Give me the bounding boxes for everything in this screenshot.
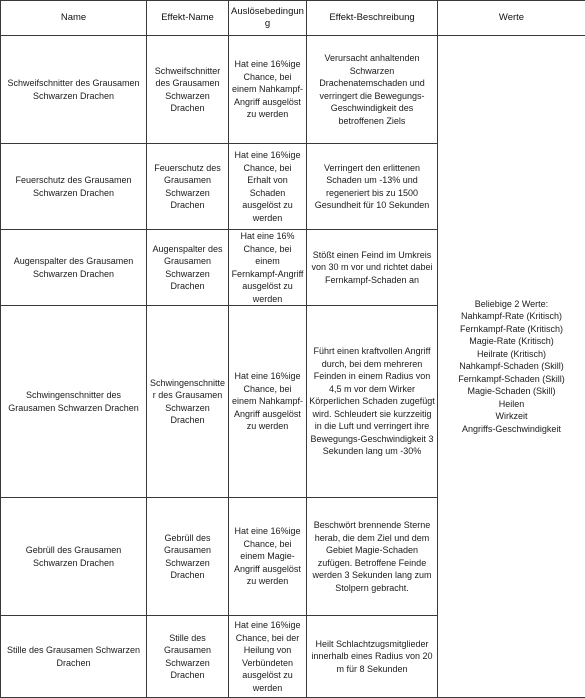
header-row xyxy=(1,1,585,36)
cell-description: Führt einen kraftvollen Angriff durch, bei dem mehreren Feinden in einem Radius von 4,5 m vor dem Wirker Körperlichen Schaden zugefügt wird. Schleudert sie kurzzeitig in die Luft und verringert ihre Bewegungs-Geschwindigkeit 3 Sekunden lang um -30% xyxy=(307,306,438,498)
cell-name: Feuerschutz des Grausamen Schwarzen Drachen xyxy=(1,144,147,230)
values-intro: Beliebige 2 Werte: xyxy=(440,298,583,311)
cell-name: Gebrüll des Grausamen Schwarzen Drachen xyxy=(1,498,147,616)
cell-effect-name: Feuerschutz des Grausamen Schwarzen Drachen xyxy=(147,144,229,230)
cell-trigger: Hat eine 16%ige Chance, bei einem Magie-Angriff ausgelöst zu werden xyxy=(229,498,307,616)
value-item: Fernkampf-Rate (Kritisch) xyxy=(440,323,583,336)
header-name: Name xyxy=(1,1,147,36)
cell-name: Schwingenschnitter des Grausamen Schwarzen Drachen xyxy=(1,306,147,498)
value-item: Nahkampf-Rate (Kritisch) xyxy=(440,310,583,323)
header-trigger: Auslösebedingung xyxy=(229,1,307,36)
value-item: Heilen xyxy=(440,398,583,411)
cell-trigger: Hat eine 16% Chance, bei einem Fernkampf-Angriff ausgelöst zu werden xyxy=(229,230,307,306)
cell-trigger: Hat eine 16%ige Chance, bei der Heilung von Verbündeten ausgelöst zu werden xyxy=(229,616,307,698)
value-item: Angriffs-Geschwindigkeit xyxy=(440,423,583,436)
header-values: Werte xyxy=(438,1,585,36)
cell-name: Stille des Grausamen Schwarzen Drachen xyxy=(1,616,147,698)
cell-name: Schweifschnitter des Grausamen Schwarzen Drachen xyxy=(1,36,147,144)
cell-effect-name: Augenspalter des Grausamen Schwarzen Drachen xyxy=(147,230,229,306)
cell-trigger: Hat eine 16%ige Chance, bei einem Nahkampf-Angriff ausgelöst zu werden xyxy=(229,36,307,144)
cell-effect-name: Schwingenschnitter des Grausamen Schwarzen Drachen xyxy=(147,306,229,498)
value-item: Magie-Rate (Kritisch) xyxy=(440,335,583,348)
cell-description: Verursacht anhaltenden Schwarzen Drachenatemschaden und verringert die Bewegungs-Geschwindigkeit des betroffenen Ziels xyxy=(307,36,438,144)
cell-values xyxy=(438,36,585,698)
value-item: Magie-Schaden (Skill) xyxy=(440,385,583,398)
cell-description: Verringert den erlittenen Schaden um -13% und regeneriert bis zu 1500 Gesundheit für 10 Sekunden xyxy=(307,144,438,230)
table-row xyxy=(1,36,585,144)
cell-name: Augenspalter des Grausamen Schwarzen Drachen xyxy=(1,230,147,306)
cell-description: Heilt Schlachtzugsmitglieder innerhalb eines Radius von 20 m für 8 Sekunden xyxy=(307,616,438,698)
value-item: Wirkzeit xyxy=(440,410,583,423)
value-item: Fernkampf-Schaden (Skill) xyxy=(440,373,583,386)
cell-effect-name: Gebrüll des Grausamen Schwarzen Drachen xyxy=(147,498,229,616)
cell-trigger: Hat eine 16%ige Chance, bei Erhalt von Schaden ausgelöst zu werden xyxy=(229,144,307,230)
cell-trigger: Hat eine 16%ige Chance, bei einem Nahkampf-Angriff ausgelöst zu werden xyxy=(229,306,307,498)
value-item: Nahkampf-Schaden (Skill) xyxy=(440,360,583,373)
header-effect-name: Effekt-Name xyxy=(147,1,229,36)
header-description: Effekt-Beschreibung xyxy=(307,1,438,36)
value-item: Heilrate (Kritisch) xyxy=(440,348,583,361)
cell-effect-name: Schweifschnitter des Grausamen Schwarzen Drachen xyxy=(147,36,229,144)
cell-description: Stößt einen Feind im Umkreis von 30 m vor und richtet dabei Fernkampf-Schaden an xyxy=(307,230,438,306)
cell-effect-name: Stille des Grausamen Schwarzen Drachen xyxy=(147,616,229,698)
cell-description: Beschwört brennende Sterne herab, die dem Ziel und dem Gebiet Magie-Schaden zufügen. Betroffene Feinde werden 3 Sekunden lang zum Stolpern gebracht. xyxy=(307,498,438,616)
